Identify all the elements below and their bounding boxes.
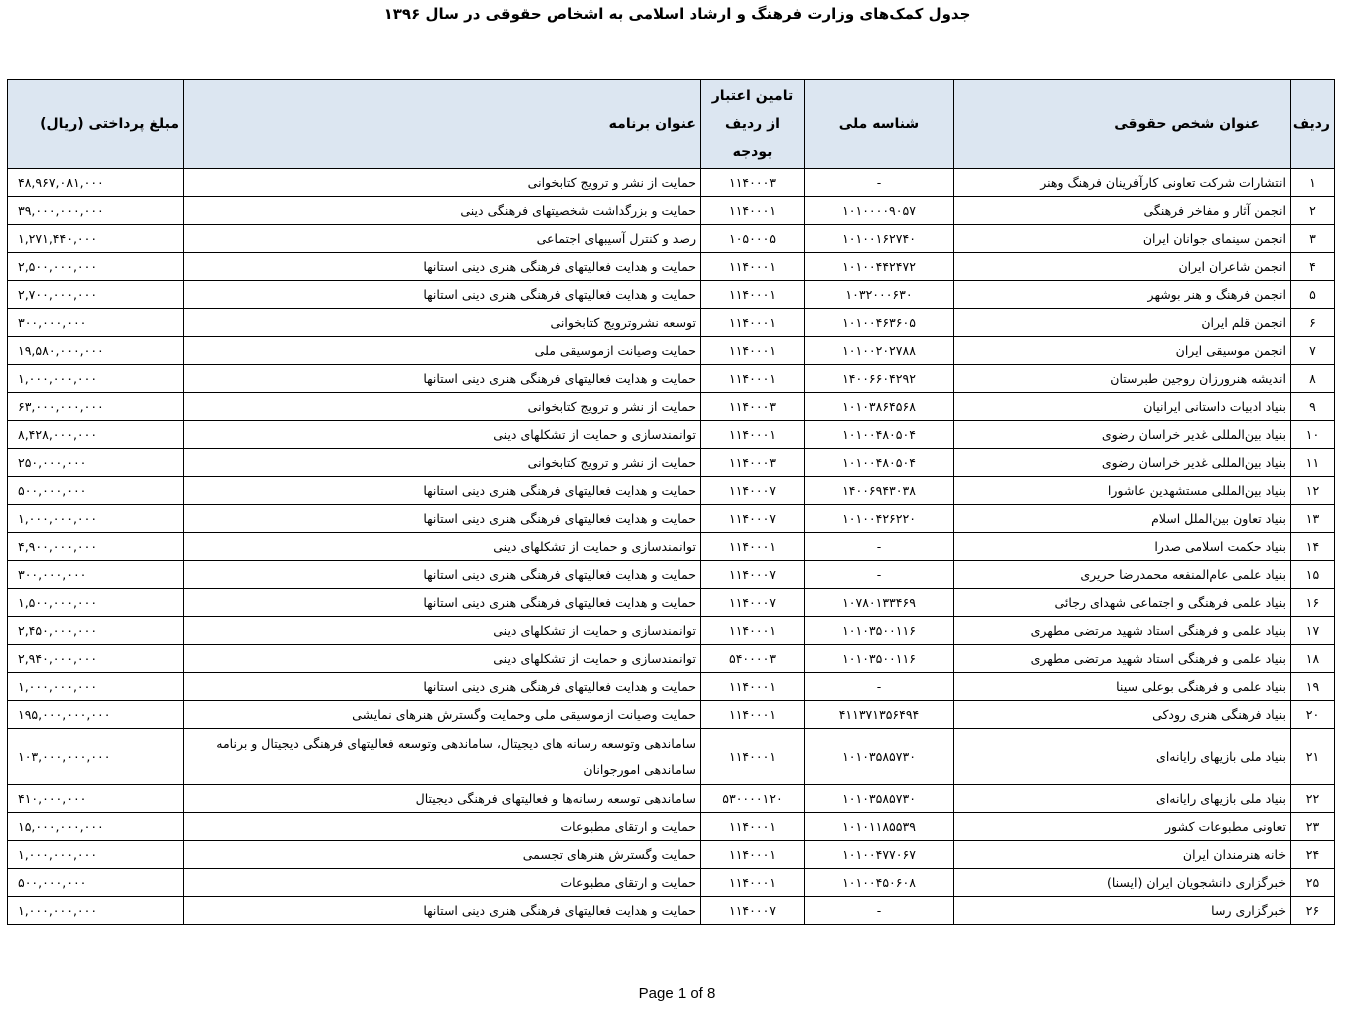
budget-row-cell: ۱۱۴۰۰۰۱ (701, 309, 805, 337)
row-number-cell: ۷ (1291, 337, 1335, 365)
amount-cell: ۸,۴۲۸,۰۰۰,۰۰۰ (8, 421, 184, 449)
entity-name-cell: انجمن قلم ایران (954, 309, 1291, 337)
national-id-cell: ۱۴۰۰۶۹۴۳۰۳۸ (805, 477, 954, 505)
table-row (8, 729, 1335, 785)
program-title-cell: حمایت وگسترش هنرهای تجسمی (184, 841, 701, 869)
entity-name-cell: انجمن موسیقی ایران (954, 337, 1291, 365)
entity-name-cell: بنیاد علمی فرهنگی و اجتماعی شهدای رجائی (954, 589, 1291, 617)
amount-cell: ۴,۹۰۰,۰۰۰,۰۰۰ (8, 533, 184, 561)
row-number-cell: ۱۹ (1291, 673, 1335, 701)
program-title-cell: حمایت وصیانت ازموسیقی ملی وحمایت وگسترش هنرهای نمایشی (184, 701, 701, 729)
amount-cell: ۴۱۰,۰۰۰,۰۰۰ (8, 785, 184, 813)
row-number-cell: ۲۲ (1291, 785, 1335, 813)
row-number-cell: ۹ (1291, 393, 1335, 421)
program-title-cell: حمایت و هدایت فعالیتهای فرهنگی هنری دینی استانها (184, 897, 701, 925)
program-title-cell: توانمندسازی و حمایت از تشکلهای دینی (184, 421, 701, 449)
table-row (8, 673, 1335, 701)
budget-row-cell: ۱۱۴۰۰۰۱ (701, 421, 805, 449)
national-id-cell: ۱۰۱۰۰۴۸۰۵۰۴ (805, 449, 954, 477)
table-row (8, 477, 1335, 505)
amount-cell: ۱,۵۰۰,۰۰۰,۰۰۰ (8, 589, 184, 617)
table-row (8, 813, 1335, 841)
amount-cell: ۲,۷۰۰,۰۰۰,۰۰۰ (8, 281, 184, 309)
amount-cell: ۱۹,۵۸۰,۰۰۰,۰۰۰ (8, 337, 184, 365)
budget-row-cell: ۱۱۴۰۰۰۷ (701, 561, 805, 589)
program-title-cell: حمایت وصیانت ازموسیقی ملی (184, 337, 701, 365)
row-number-cell: ۱۰ (1291, 421, 1335, 449)
national-id-cell: ۱۰۱۰۳۵۰۰۱۱۶ (805, 645, 954, 673)
row-number-cell: ۶ (1291, 309, 1335, 337)
program-title-cell: ساماندهی توسعه رسانه‌ها و فعالیتهای فرهنگی دیجیتال (184, 785, 701, 813)
table-row (8, 785, 1335, 813)
header-budget-row: تامین اعتبار از ردیف بودجه (701, 80, 805, 169)
amount-cell: ۲,۹۴۰,۰۰۰,۰۰۰ (8, 645, 184, 673)
national-id-cell: ۱۰۱۰۰۴۸۰۵۰۴ (805, 421, 954, 449)
table-row (8, 421, 1335, 449)
row-number-cell: ۱۷ (1291, 617, 1335, 645)
program-title-cell: حمایت و هدایت فعالیتهای فرهنگی هنری دینی استانها (184, 673, 701, 701)
national-id-cell: ۱۴۰۰۶۶۰۴۲۹۲ (805, 365, 954, 393)
national-id-cell: ۱۰۱۰۰۴۲۶۲۲۰ (805, 505, 954, 533)
row-number-cell: ۲۱ (1291, 729, 1335, 785)
entity-name-cell: خبرگزاری رسا (954, 897, 1291, 925)
table-row (8, 897, 1335, 925)
entity-name-cell: انتشارات شرکت تعاونی کارآفرینان فرهنگ وهنر (954, 169, 1291, 197)
amount-cell: ۵۰۰,۰۰۰,۰۰۰ (8, 477, 184, 505)
national-id-cell: ۱۰۱۰۰۲۰۲۷۸۸ (805, 337, 954, 365)
budget-row-cell: ۱۱۴۰۰۰۱ (701, 197, 805, 225)
amount-cell: ۳۹,۰۰۰,۰۰۰,۰۰۰ (8, 197, 184, 225)
program-title-cell: حمایت و هدایت فعالیتهای فرهنگی هنری دینی استانها (184, 365, 701, 393)
amount-cell: ۳۰۰,۰۰۰,۰۰۰ (8, 309, 184, 337)
page-number: Page 1 of 8 (638, 985, 716, 1002)
amount-cell: ۱,۰۰۰,۰۰۰,۰۰۰ (8, 897, 184, 925)
row-number-cell: ۱۱ (1291, 449, 1335, 477)
amount-cell: ۵۰۰,۰۰۰,۰۰۰ (8, 869, 184, 897)
header-amount: مبلغ پرداختی (ریال) (8, 80, 184, 169)
national-id-cell: - (805, 169, 954, 197)
table-row (8, 365, 1335, 393)
program-title-cell: ساماندهی وتوسعه رسانه های دیجیتال، ساماندهی وتوسعه فعالیتهای فرهنگی دیجیتال و برنامه ساماندهی امورجوانان (184, 729, 701, 785)
table-body (8, 169, 1335, 925)
program-title-cell: حمایت و هدایت فعالیتهای فرهنگی هنری دینی استانها (184, 477, 701, 505)
amount-cell: ۴۸,۹۶۷,۰۸۱,۰۰۰ (8, 169, 184, 197)
budget-row-cell: ۱۱۴۰۰۰۱ (701, 617, 805, 645)
national-id-cell: ۱۰۱۰۰۰۰۹۰۵۷ (805, 197, 954, 225)
budget-row-cell: ۱۰۵۰۰۰۵ (701, 225, 805, 253)
entity-name-cell: خبرگزاری دانشجویان ایران (ایسنا) (954, 869, 1291, 897)
budget-row-cell: ۱۱۴۰۰۰۱ (701, 841, 805, 869)
row-number-cell: ۲۵ (1291, 869, 1335, 897)
budget-row-cell: ۱۱۴۰۰۰۱ (701, 673, 805, 701)
row-number-cell: ۱۵ (1291, 561, 1335, 589)
amount-cell: ۱,۰۰۰,۰۰۰,۰۰۰ (8, 365, 184, 393)
budget-row-cell: ۱۱۴۰۰۰۳ (701, 393, 805, 421)
row-number-cell: ۲ (1291, 197, 1335, 225)
budget-row-cell: ۱۱۴۰۰۰۱ (701, 869, 805, 897)
budget-row-cell: ۱۱۴۰۰۰۱ (701, 253, 805, 281)
national-id-cell: ۱۰۱۰۰۴۷۷۰۶۷ (805, 841, 954, 869)
entity-name-cell: بنیاد علمی و فرهنگی استاد شهید مرتضی مطهری (954, 617, 1291, 645)
row-number-cell: ۱۲ (1291, 477, 1335, 505)
budget-row-cell: ۵۴۰۰۰۰۳ (701, 645, 805, 673)
budget-row-cell: ۱۱۴۰۰۰۱ (701, 281, 805, 309)
budget-row-cell: ۱۱۴۰۰۰۷ (701, 505, 805, 533)
table-row (8, 309, 1335, 337)
budget-row-cell: ۱۱۴۰۰۰۷ (701, 897, 805, 925)
national-id-cell: - (805, 897, 954, 925)
entity-name-cell: بنیاد ادبیات داستانی ایرانیان (954, 393, 1291, 421)
national-id-cell: ۱۰۱۰۳۸۶۴۵۶۸ (805, 393, 954, 421)
amount-cell: ۳۰۰,۰۰۰,۰۰۰ (8, 561, 184, 589)
row-number-cell: ۱۸ (1291, 645, 1335, 673)
row-number-cell: ۲۳ (1291, 813, 1335, 841)
entity-name-cell: بنیاد بین‌المللی غدیر خراسان رضوی (954, 449, 1291, 477)
table-row (8, 841, 1335, 869)
program-title-cell: حمایت و هدایت فعالیتهای فرهنگی هنری دینی استانها (184, 589, 701, 617)
amount-cell: ۱,۰۰۰,۰۰۰,۰۰۰ (8, 841, 184, 869)
row-number-cell: ۱۶ (1291, 589, 1335, 617)
header-entity-name: عنوان شخص حقوقی (954, 80, 1291, 169)
national-id-cell: ۱۰۱۰۰۴۴۲۴۷۲ (805, 253, 954, 281)
row-number-cell: ۵ (1291, 281, 1335, 309)
table-header-row (8, 80, 1335, 169)
header-program-title: عنوان برنامه (184, 80, 701, 169)
table-row (8, 645, 1335, 673)
page-title: جدول کمک‌های وزارت فرهنگ و ارشاد اسلامی به اشخاص حقوقی در سال ۱۳۹۶ (383, 5, 971, 23)
budget-row-cell: ۱۱۴۰۰۰۱ (701, 813, 805, 841)
entity-name-cell: انجمن آثار و مفاخر فرهنگی (954, 197, 1291, 225)
national-id-cell: ۱۰۱۰۳۵۰۰۱۱۶ (805, 617, 954, 645)
entity-name-cell: بنیاد علمی و فرهنگی استاد شهید مرتضی مطهری (954, 645, 1291, 673)
national-id-cell: ۱۰۷۸۰۱۳۳۴۶۹ (805, 589, 954, 617)
national-id-cell: ۱۰۱۰۰۱۶۲۷۴۰ (805, 225, 954, 253)
program-title-cell: حمایت و بزرگداشت شخصیتهای فرهنگی دینی (184, 197, 701, 225)
table-row (8, 449, 1335, 477)
table-row (8, 701, 1335, 729)
table-row (8, 617, 1335, 645)
table-row (8, 281, 1335, 309)
program-title-cell: حمایت و ارتقای مطبوعات (184, 869, 701, 897)
national-id-cell: - (805, 673, 954, 701)
amount-cell: ۱۵,۰۰۰,۰۰۰,۰۰۰ (8, 813, 184, 841)
national-id-cell: ۱۰۳۲۰۰۰۶۳۰ (805, 281, 954, 309)
entity-name-cell: انجمن شاعران ایران (954, 253, 1291, 281)
entity-name-cell: اندیشه هنرورزان روجین طبرستان (954, 365, 1291, 393)
budget-row-cell: ۱۱۴۰۰۰۱ (701, 337, 805, 365)
entity-name-cell: بنیاد تعاون بین‌الملل اسلام (954, 505, 1291, 533)
table-row (8, 169, 1335, 197)
program-title-cell: حمایت و هدایت فعالیتهای فرهنگی هنری دینی استانها (184, 505, 701, 533)
national-id-cell: ۱۰۱۰۳۵۸۵۷۳۰ (805, 729, 954, 785)
program-title-cell: حمایت از نشر و ترویج کتابخوانی (184, 449, 701, 477)
row-number-cell: ۸ (1291, 365, 1335, 393)
table-row (8, 533, 1335, 561)
program-title-cell: توانمندسازی و حمایت از تشکلهای دینی (184, 617, 701, 645)
row-number-cell: ۳ (1291, 225, 1335, 253)
program-title-cell: توسعه نشروترویج کتابخوانی (184, 309, 701, 337)
amount-cell: ۲,۵۰۰,۰۰۰,۰۰۰ (8, 253, 184, 281)
budget-row-cell: ۵۳۰۰۰۰۱۲۰ (701, 785, 805, 813)
header-national-id: شناسه ملی (805, 80, 954, 169)
row-number-cell: ۱۳ (1291, 505, 1335, 533)
national-id-cell: ۱۰۱۰۰۴۵۰۶۰۸ (805, 869, 954, 897)
national-id-cell: ۱۰۱۰۰۴۶۳۶۰۵ (805, 309, 954, 337)
table-row (8, 253, 1335, 281)
row-number-cell: ۲۶ (1291, 897, 1335, 925)
program-title-cell: حمایت و ارتقای مطبوعات (184, 813, 701, 841)
amount-cell: ۶۳,۰۰۰,۰۰۰,۰۰۰ (8, 393, 184, 421)
national-id-cell: ۱۰۱۰۱۱۸۵۵۳۹ (805, 813, 954, 841)
budget-row-cell: ۱۱۴۰۰۰۷ (701, 589, 805, 617)
table-row (8, 197, 1335, 225)
program-title-cell: توانمندسازی و حمایت از تشکلهای دینی (184, 533, 701, 561)
program-title-cell: حمایت و هدایت فعالیتهای فرهنگی هنری دینی استانها (184, 281, 701, 309)
program-title-cell: توانمندسازی و حمایت از تشکلهای دینی (184, 645, 701, 673)
entity-name-cell: بنیاد ملی بازیهای رایانه‌ای (954, 729, 1291, 785)
table-row (8, 225, 1335, 253)
entity-name-cell: بنیاد ملی بازیهای رایانه‌ای (954, 785, 1291, 813)
amount-cell: ۲,۴۵۰,۰۰۰,۰۰۰ (8, 617, 184, 645)
national-id-cell: ۱۰۱۰۳۵۸۵۷۳۰ (805, 785, 954, 813)
entity-name-cell: بنیاد حکمت اسلامی صدرا (954, 533, 1291, 561)
entity-name-cell: تعاونی مطبوعات کشور (954, 813, 1291, 841)
program-title-cell: حمایت از نشر و ترویج کتابخوانی (184, 393, 701, 421)
row-number-cell: ۲۰ (1291, 701, 1335, 729)
table-row (8, 589, 1335, 617)
entity-name-cell: بنیاد علمی عام‌المنفعه محمدرضا حریری (954, 561, 1291, 589)
row-number-cell: ۴ (1291, 253, 1335, 281)
entity-name-cell: انجمن فرهنگ و هنر بوشهر (954, 281, 1291, 309)
grants-table (7, 79, 1335, 925)
amount-cell: ۱,۰۰۰,۰۰۰,۰۰۰ (8, 673, 184, 701)
entity-name-cell: خانه هنرمندان ایران (954, 841, 1291, 869)
national-id-cell: - (805, 561, 954, 589)
table-row (8, 561, 1335, 589)
amount-cell: ۱,۰۰۰,۰۰۰,۰۰۰ (8, 505, 184, 533)
header-row-number: ردیف (1291, 80, 1335, 169)
budget-row-cell: ۱۱۴۰۰۰۱ (701, 365, 805, 393)
table-row (8, 337, 1335, 365)
budget-row-cell: ۱۱۴۰۰۰۳ (701, 169, 805, 197)
table-row (8, 505, 1335, 533)
program-title-cell: حمایت و هدایت فعالیتهای فرهنگی هنری دینی استانها (184, 253, 701, 281)
row-number-cell: ۱ (1291, 169, 1335, 197)
program-title-cell: رصد و کنترل آسیبهای اجتماعی (184, 225, 701, 253)
table-row (8, 393, 1335, 421)
program-title-cell: حمایت و هدایت فعالیتهای فرهنگی هنری دینی استانها (184, 561, 701, 589)
national-id-cell: ۴۱۱۳۷۱۳۵۶۴۹۴ (805, 701, 954, 729)
row-number-cell: ۲۴ (1291, 841, 1335, 869)
amount-cell: ۱,۲۷۱,۴۴۰,۰۰۰ (8, 225, 184, 253)
amount-cell: ۲۵۰,۰۰۰,۰۰۰ (8, 449, 184, 477)
budget-row-cell: ۱۱۴۰۰۰۱ (701, 701, 805, 729)
row-number-cell: ۱۴ (1291, 533, 1335, 561)
budget-row-cell: ۱۱۴۰۰۰۷ (701, 477, 805, 505)
program-title-cell: حمایت از نشر و ترویج کتابخوانی (184, 169, 701, 197)
entity-name-cell: بنیاد فرهنگی هنری رودکی (954, 701, 1291, 729)
amount-cell: ۱۰۳,۰۰۰,۰۰۰,۰۰۰ (8, 729, 184, 785)
entity-name-cell: بنیاد بین‌المللی غدیر خراسان رضوی (954, 421, 1291, 449)
budget-row-cell: ۱۱۴۰۰۰۱ (701, 533, 805, 561)
entity-name-cell: انجمن سینمای جوانان ایران (954, 225, 1291, 253)
budget-row-cell: ۱۱۴۰۰۰۳ (701, 449, 805, 477)
entity-name-cell: بنیاد بین‌المللی مستشهدین عاشورا (954, 477, 1291, 505)
national-id-cell: - (805, 533, 954, 561)
budget-row-cell: ۱۱۴۰۰۰۱ (701, 729, 805, 785)
amount-cell: ۱۹۵,۰۰۰,۰۰۰,۰۰۰ (8, 701, 184, 729)
table-row (8, 869, 1335, 897)
entity-name-cell: بنیاد علمی و فرهنگی بوعلی سینا (954, 673, 1291, 701)
